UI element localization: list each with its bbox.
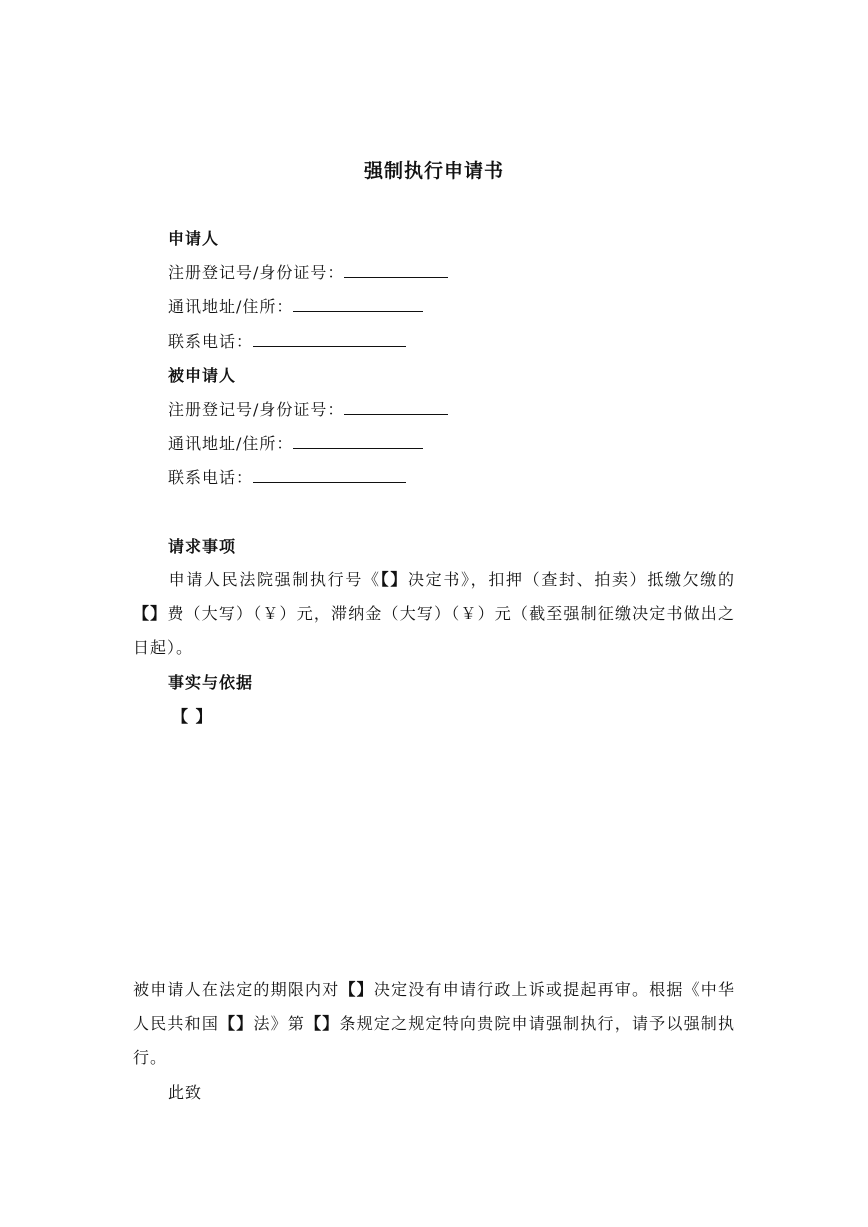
request-bracket-1: 【】 [380, 570, 408, 589]
closing-bracket-2: 【】 [219, 1014, 254, 1033]
closing-text-1: 被申请人在法定的期限内对 [133, 980, 340, 999]
request-paragraph [133, 563, 735, 665]
salutation: 此致 [168, 1083, 203, 1102]
facts-placeholder: 【 】 [172, 707, 213, 726]
document-title: 强制执行申请书 [363, 160, 504, 182]
facts-heading: 事实与依据 [168, 673, 254, 692]
respondent-address-blank[interactable] [293, 434, 423, 449]
request-heading: 请求事项 [168, 537, 237, 556]
closing-bracket-3: 【】 [305, 1014, 340, 1033]
applicant-phone-blank[interactable] [253, 332, 406, 347]
closing-text-2: 决定没有申请行政上诉或提起再审。根据《中华人民共和国 [133, 980, 735, 1033]
request-text-2: 决定书》，扣押（查封、拍卖）抵缴欠缴的 [408, 570, 735, 589]
closing-paragraph [133, 973, 735, 1075]
respondent-phone-label: 联系电话： [168, 468, 254, 487]
closing-text-3: 法》第 [253, 1014, 306, 1033]
applicant-address-label: 通讯地址/住所： [168, 297, 294, 316]
applicant-phone-label: 联系电话： [168, 332, 254, 351]
closing-bracket-1: 【】 [339, 980, 374, 999]
request-text-3: 费（大写）（￥）元，滞纳金（大写）（￥）元（截至强制征缴决定书做出之日起）。 [133, 604, 735, 657]
closing-text-4: 条规定之规定特向贵院申请强制执行，请予以强制执行。 [133, 1014, 735, 1067]
respondent-address-row [168, 434, 423, 454]
request-text-1: 申请人民法院强制执行号《 [168, 570, 381, 589]
respondent-address-label: 通讯地址/住所： [168, 434, 294, 453]
respondent-phone-blank[interactable] [253, 468, 406, 483]
request-bracket-2: 【】 [133, 604, 168, 623]
applicant-address-blank[interactable] [293, 297, 423, 312]
applicant-heading: 申请人 [168, 229, 220, 248]
respondent-id-label: 注册登记号/身份证号： [168, 400, 345, 419]
applicant-phone-row [168, 332, 406, 352]
applicant-id-row [168, 263, 448, 283]
respondent-phone-row [168, 468, 406, 488]
applicant-id-blank[interactable] [344, 263, 448, 278]
applicant-id-label: 注册登记号/身份证号： [168, 263, 345, 282]
respondent-id-blank[interactable] [344, 400, 448, 415]
respondent-id-row [168, 400, 448, 420]
respondent-heading: 被申请人 [168, 366, 237, 385]
applicant-address-row [168, 297, 423, 317]
